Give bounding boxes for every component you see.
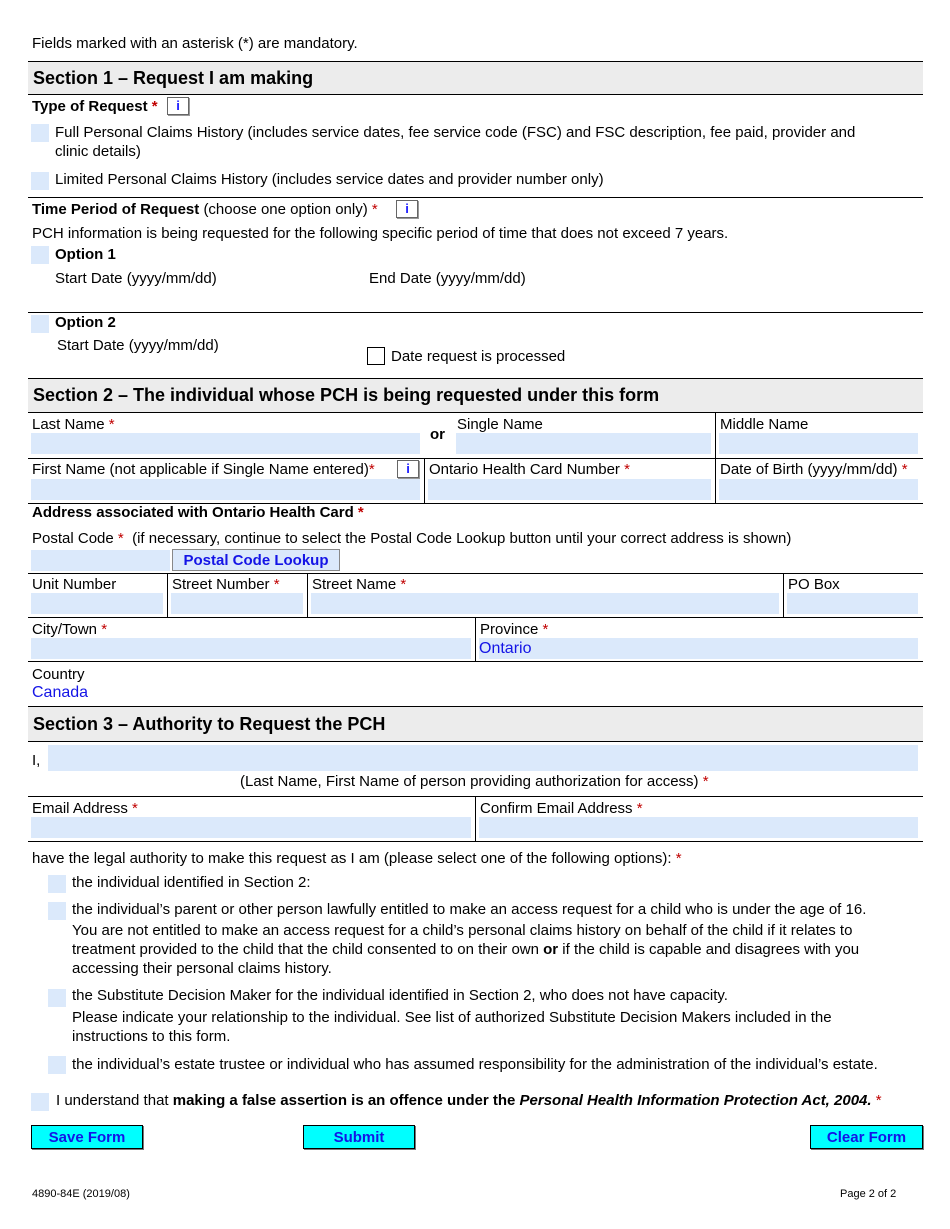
middle-name-input[interactable] bbox=[719, 433, 918, 454]
province-label: Province * bbox=[480, 621, 549, 638]
sdm-note-line1: Please indicate your relationship to the individual. See list of authorized Substitute Decision Makers included in the bbox=[72, 1009, 832, 1026]
individual-label: the individual identified in Section 2: bbox=[72, 874, 311, 891]
full-history-checkbox[interactable] bbox=[31, 124, 49, 142]
parent-checkbox[interactable] bbox=[48, 902, 66, 920]
date-processed-label: Date request is processed bbox=[391, 348, 566, 365]
parent-note-line1: You are not entitled to make an access request for a child’s personal claims history on behalf of the child if it relates to bbox=[72, 922, 853, 939]
first-name-input[interactable] bbox=[31, 479, 420, 500]
city-input[interactable] bbox=[31, 638, 471, 659]
single-name-input[interactable] bbox=[456, 433, 711, 454]
time-period-label: Time Period of Request (choose one option only) * bbox=[32, 201, 378, 218]
first-name-label: First Name (not applicable if Single Name entered)* bbox=[32, 461, 375, 478]
mandatory-note: Fields marked with an asterisk (*) are mandatory. bbox=[32, 35, 358, 52]
estate-checkbox[interactable] bbox=[48, 1056, 66, 1074]
health-card-input[interactable] bbox=[428, 479, 711, 500]
street-name-input[interactable] bbox=[311, 593, 779, 614]
po-box-input[interactable] bbox=[787, 593, 918, 614]
option2-checkbox[interactable] bbox=[31, 315, 49, 333]
info-icon[interactable]: i bbox=[397, 460, 419, 478]
address-label: Address associated with Ontario Health Card * bbox=[32, 504, 364, 521]
unit-number-input[interactable] bbox=[31, 593, 163, 614]
full-history-label: Full Personal Claims History (includes service dates, fee service code (FSC) and FSC description, fee paid, provider and bbox=[55, 124, 856, 141]
authorizer-name-input[interactable] bbox=[48, 745, 918, 771]
street-number-label: Street Number * bbox=[172, 576, 280, 593]
clear-form-button[interactable]: Clear Form bbox=[810, 1125, 923, 1149]
estate-label: the individual’s estate trustee or individual who has assumed responsibility for the administration of the individual’s estate. bbox=[72, 1056, 878, 1073]
province-select[interactable]: Ontario bbox=[479, 638, 918, 659]
declaration-label: I understand that making a false assertion is an offence under the Personal Health Information Protection Act, 2004. * bbox=[56, 1092, 882, 1109]
individual-checkbox[interactable] bbox=[48, 875, 66, 893]
email-input[interactable] bbox=[31, 817, 471, 838]
option1-checkbox[interactable] bbox=[31, 246, 49, 264]
option1-start-date-label: Start Date (yyyy/mm/dd) bbox=[55, 270, 217, 287]
section3-title: Section 3 – Authority to Request the PCH bbox=[28, 707, 923, 741]
info-icon[interactable]: i bbox=[396, 200, 418, 218]
last-name-input[interactable] bbox=[31, 433, 420, 454]
dob-label: Date of Birth (yyyy/mm/dd) * bbox=[720, 461, 908, 478]
dob-input[interactable] bbox=[719, 479, 918, 500]
postal-code-lookup-button[interactable]: Postal Code Lookup bbox=[172, 549, 340, 571]
middle-name-label: Middle Name bbox=[720, 416, 809, 433]
postal-code-label: Postal Code * (if necessary, continue to select the Postal Code Lookup button until your correct address is shown) bbox=[32, 530, 792, 547]
option1-label: Option 1 bbox=[55, 246, 116, 263]
parent-label: the individual’s parent or other person lawfully entitled to make an access request for a child who is under the age of 16. bbox=[72, 901, 867, 918]
postal-code-input[interactable] bbox=[31, 550, 170, 571]
sdm-note-line2: instructions to this form. bbox=[72, 1028, 231, 1045]
parent-note-line3: accessing their personal claims history. bbox=[72, 960, 332, 977]
info-icon[interactable]: i bbox=[167, 97, 189, 115]
street-number-input[interactable] bbox=[171, 593, 303, 614]
limited-history-label: Limited Personal Claims History (includes service dates and provider number only) bbox=[55, 171, 604, 188]
declaration-checkbox[interactable] bbox=[31, 1093, 49, 1111]
single-name-label: Single Name bbox=[457, 416, 543, 433]
street-name-label: Street Name * bbox=[312, 576, 407, 593]
full-history-label-cont: clinic details) bbox=[55, 143, 141, 160]
submit-button[interactable]: Submit bbox=[303, 1125, 415, 1149]
confirm-email-input[interactable] bbox=[479, 817, 918, 838]
option2-label: Option 2 bbox=[55, 314, 116, 331]
date-processed-checkbox[interactable] bbox=[367, 347, 385, 365]
po-box-label: PO Box bbox=[788, 576, 840, 593]
form-number: 4890-84E (2019/08) bbox=[32, 1188, 130, 1200]
country-value[interactable]: Canada bbox=[32, 684, 89, 701]
last-name-label: Last Name * bbox=[32, 416, 115, 433]
city-label: City/Town * bbox=[32, 621, 108, 638]
health-card-label: Ontario Health Card Number * bbox=[429, 461, 630, 478]
limited-history-checkbox[interactable] bbox=[31, 172, 49, 190]
i-label: I, bbox=[32, 752, 41, 769]
authority-intro: have the legal authority to make this request as I am (please select one of the following options): * bbox=[32, 850, 682, 867]
page-number: Page 2 of 2 bbox=[840, 1188, 897, 1200]
section1-title: Section 1 – Request I am making bbox=[28, 62, 923, 94]
country-label: Country bbox=[32, 666, 85, 683]
time-period-description: PCH information is being requested for the following specific period of time that does not exceed 7 years. bbox=[32, 225, 729, 242]
sdm-checkbox[interactable] bbox=[48, 989, 66, 1007]
type-of-request-label: Type of Request * bbox=[32, 98, 158, 115]
save-form-button[interactable]: Save Form bbox=[31, 1125, 143, 1149]
email-label: Email Address * bbox=[32, 800, 138, 817]
unit-number-label: Unit Number bbox=[32, 576, 117, 593]
confirm-email-label: Confirm Email Address * bbox=[480, 800, 643, 817]
authorizer-name-caption: (Last Name, First Name of person providing authorization for access) * bbox=[240, 773, 709, 790]
option1-end-date-label: End Date (yyyy/mm/dd) bbox=[369, 270, 526, 287]
parent-note-line2: treatment provided to the child that the child consented to on their own or if the child is capable and disagrees with you bbox=[72, 941, 860, 958]
section2-title: Section 2 – The individual whose PCH is being requested under this form bbox=[28, 379, 923, 412]
or-label: or bbox=[430, 426, 445, 443]
option2-start-date-label: Start Date (yyyy/mm/dd) bbox=[57, 337, 219, 354]
sdm-label: the Substitute Decision Maker for the individual identified in Section 2, who does not have capacity. bbox=[72, 987, 728, 1004]
